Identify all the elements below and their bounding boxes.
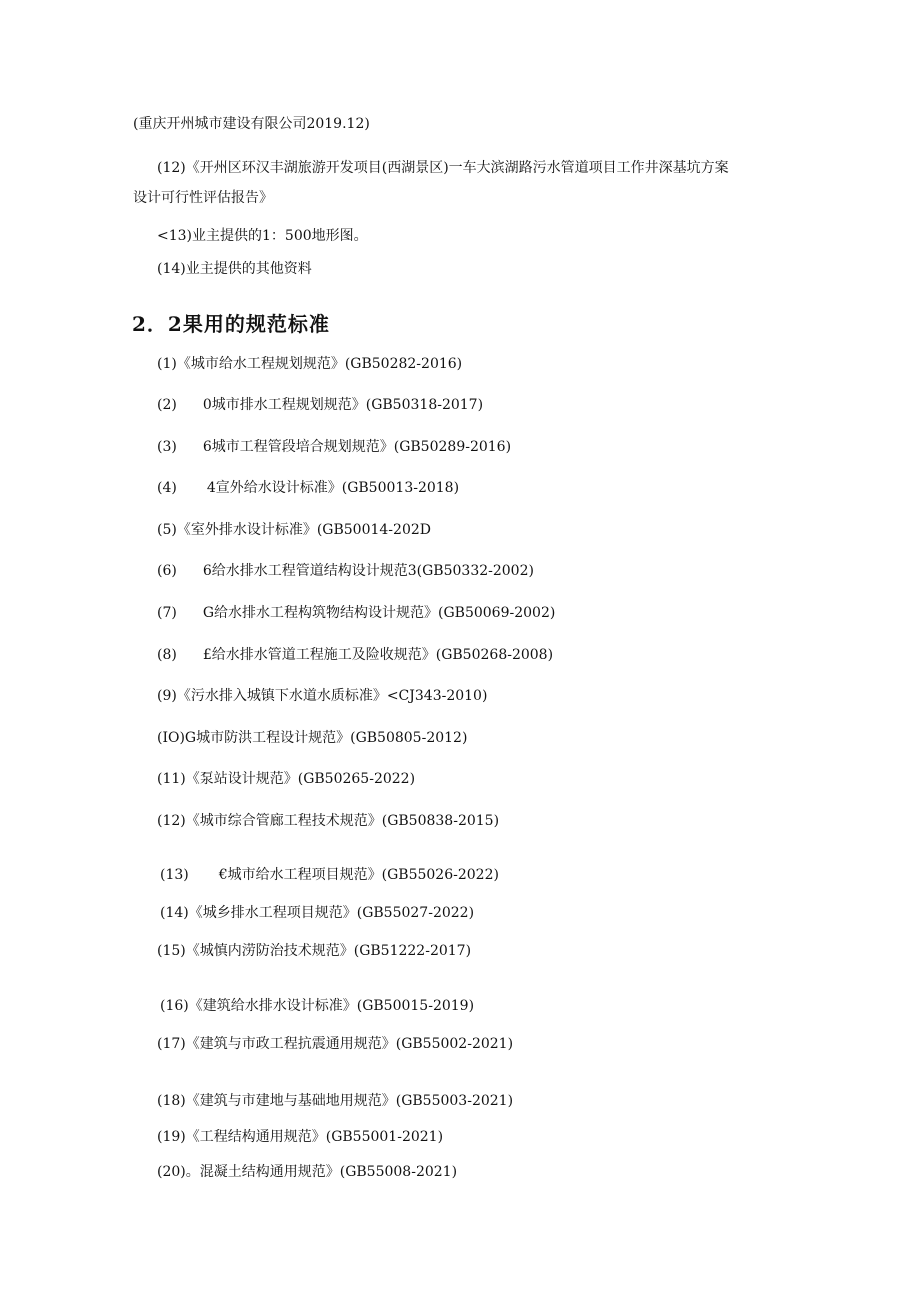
standard-text: 6给水排水工程管道结构设计规范3(GB50332-2002) bbox=[202, 563, 534, 579]
standard-item-11: (11)《泵站设计规范》(GB50265-2022) bbox=[157, 771, 416, 787]
standard-item-1: (1)《城市给水工程规划规范》(GB50282-2016) bbox=[157, 356, 463, 372]
standard-item-10: (IO)G城市防洪工程设计规范》(GB50805-2012) bbox=[157, 730, 468, 746]
standard-item-14: (14)《城乡排水工程项目规范》(GB55027-2022) bbox=[160, 905, 475, 921]
intro-company-line: (重庆开州城市建设有限公司2019.12) bbox=[133, 116, 370, 132]
standard-number: (8) bbox=[157, 647, 177, 663]
reference-item-12-line2: 设计可行性评估报告》 bbox=[133, 190, 273, 206]
standard-item-9: (9)《污水排入城镇下水道水质标准》<CJ343-2010) bbox=[157, 688, 488, 704]
standard-text: G给水排水工程构筑物结构设计规范》(GB50069-2002) bbox=[202, 605, 556, 621]
standard-item-7 bbox=[157, 603, 555, 623]
standard-item-15: (15)《城慎内涝防治技术规范》(GB51222-2017) bbox=[157, 943, 472, 959]
standard-item-8 bbox=[157, 645, 553, 665]
standard-item-17: (17)《建筑与市政工程抗震通用规范》(GB55002-2021) bbox=[157, 1036, 514, 1052]
reference-item-12-line1: (12)《开州区环汉丰湖旅游开发项目(西湖景区)一车大滨湖路污水管道项目工作井深基坑方案 bbox=[157, 160, 729, 176]
standard-number: (4) bbox=[157, 480, 177, 496]
reference-item-13: <13)业主提供的1：500地形图。 bbox=[157, 228, 368, 244]
standard-text: 6城市工程管段培合规划规范》(GB50289-2016) bbox=[202, 439, 512, 455]
standard-item-3 bbox=[157, 437, 511, 457]
standard-number: (2) bbox=[157, 397, 177, 413]
standard-text: £给水排水管道工程施工及险收规范》(GB50268-2008) bbox=[202, 647, 554, 663]
standard-item-18: (18)《建筑与市建地与基础地用规范》(GB55003-2021) bbox=[157, 1093, 514, 1109]
standard-item-20: (20)。混凝土结构通用规范》(GB55008-2021) bbox=[157, 1164, 458, 1180]
standard-item-13 bbox=[160, 865, 499, 885]
standard-text: €城市给水工程项目规范》(GB55026-2022) bbox=[218, 867, 499, 883]
standard-item-12: (12)《城市综合管廊工程技术规范》(GB50838-2015) bbox=[157, 813, 500, 829]
standard-item-19: (19)《工程结构通用规范》(GB55001-2021) bbox=[157, 1129, 444, 1145]
reference-item-14: (14)业主提供的其他资料 bbox=[157, 261, 312, 277]
standard-item-16: (16)《建筑给水排水设计标准》(GB50015-2019) bbox=[160, 998, 475, 1014]
standard-number: (3) bbox=[157, 439, 177, 455]
standard-number: (13) bbox=[160, 867, 189, 883]
standard-text: 4宣外给水设计标准》(GB50013-2018) bbox=[206, 480, 460, 496]
standard-text: 0城市排水工程规划规范》(GB50318-2017) bbox=[202, 397, 484, 413]
standard-item-6 bbox=[157, 561, 534, 581]
standard-item-5: (5)《室外排水设计标准》(GB50014-202D bbox=[157, 522, 431, 538]
standard-number: (7) bbox=[157, 605, 177, 621]
standard-item-4 bbox=[157, 478, 459, 498]
standard-item-2 bbox=[157, 395, 483, 415]
standard-number: (6) bbox=[157, 563, 177, 579]
section-heading: 2．2果用的规范标准 bbox=[132, 312, 330, 336]
